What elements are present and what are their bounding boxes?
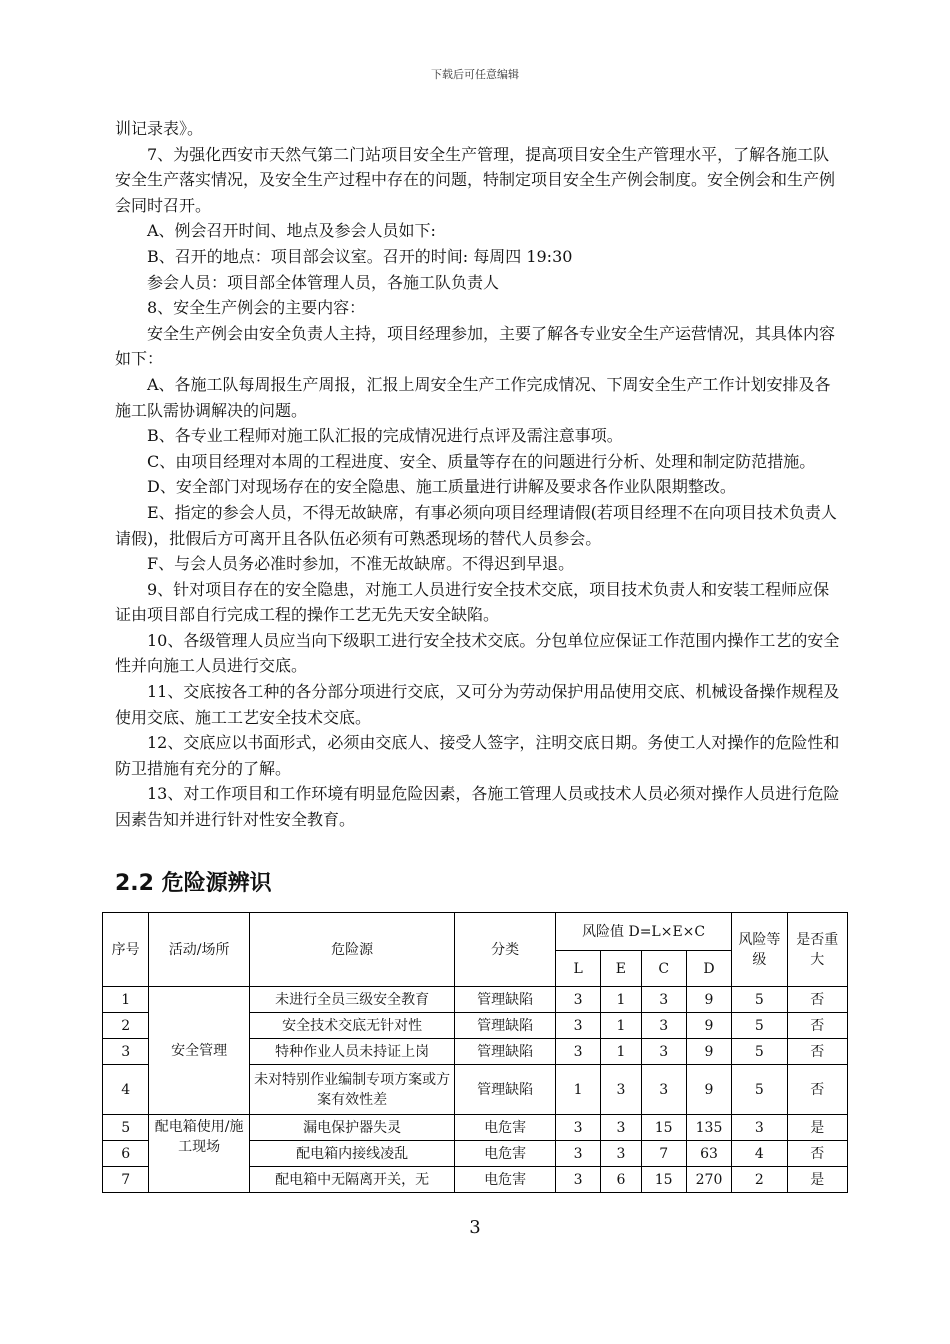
cell-d: 9 (686, 1013, 731, 1039)
paragraph: 训记录表》。 (115, 119, 204, 138)
cell-level: 5 (732, 1065, 787, 1115)
header-activity: 活动/场所 (149, 913, 250, 987)
cell-d: 63 (686, 1141, 731, 1167)
cell-major: 否 (787, 1013, 847, 1039)
cell-no: 7 (103, 1167, 149, 1193)
cell-hazard: 漏电保护器失灵 (249, 1115, 454, 1141)
table-row (103, 1115, 848, 1141)
cell-category: 管理缺陷 (455, 1065, 556, 1115)
paragraph: E、指定的参会人员，不得无故缺席，有事必须向项目经理请假(若项目经理不在向项目技术负责人请假)，批假后方可离开且各队伍必须有可熟悉现场的替代人员参会。 (115, 502, 837, 548)
cell-no: 3 (103, 1039, 149, 1065)
cell-level: 5 (732, 1039, 787, 1065)
cell-e: 3 (601, 1115, 641, 1141)
cell-major: 否 (787, 1141, 847, 1167)
paragraph: 11、交底按各工种的各分部分项进行交底，又可分为劳动保护用品使用交底、机械设备操作规程及使用交底、施工工艺安全技术交底。 (115, 682, 840, 727)
header-l: L (555, 951, 600, 987)
page-number: 3 (469, 1217, 481, 1238)
section-title: 2.2 危险源辨识 (115, 871, 272, 896)
header-e: E (601, 951, 641, 987)
cell-l: 3 (555, 1115, 600, 1141)
cell-c: 15 (641, 1167, 686, 1193)
header-d: D (686, 951, 731, 987)
cell-c: 3 (641, 987, 686, 1013)
cell-c: 3 (641, 1039, 686, 1065)
paragraph: D、安全部门对现场存在的安全隐患、施工质量进行讲解及要求各作业队限期整改。 (147, 477, 736, 497)
cell-d: 135 (686, 1115, 731, 1141)
header-category: 分类 (455, 913, 556, 987)
cell-hazard: 安全技术交底无针对性 (249, 1013, 454, 1039)
paragraph: 7、为强化西安市天然气第二门站项目安全生产管理，提高项目安全生产管理水平，了解各施工队安全生产落实情况，及安全生产过程中存在的问题，特制定项目安全生产例会制度。安全例会和生产例会同时召开。 (115, 144, 836, 215)
cell-category: 管理缺陷 (455, 987, 556, 1013)
cell-hazard: 配电箱内接线凌乱 (249, 1141, 454, 1167)
cell-activity: 安全管理 (149, 987, 250, 1115)
cell-level: 4 (732, 1141, 787, 1167)
paragraph: 10、各级管理人员应当向下级职工进行安全技术交底。分包单位应保证工作范围内操作工艺的安全性并向施工人员进行交底。 (115, 630, 840, 676)
cell-category: 电危害 (455, 1167, 556, 1193)
cell-e: 1 (601, 1039, 641, 1065)
cell-l: 3 (555, 1141, 600, 1167)
cell-category: 电危害 (455, 1141, 556, 1167)
header-c: C (641, 951, 686, 987)
cell-category: 管理缺陷 (455, 1013, 556, 1039)
page-header: 下载后可任意编辑 (431, 68, 519, 81)
cell-level: 2 (732, 1167, 787, 1193)
cell-e: 1 (601, 1013, 641, 1039)
paragraph: 参会人员：项目部全体管理人员，各施工队负责人 (147, 272, 500, 292)
paragraph: 9、针对项目存在的安全隐患，对施工人员进行安全技术交底，项目技术负责人和安装工程师应保证由项目部自行完成工程的操作工艺无先天安全缺陷。 (115, 579, 830, 625)
table-row (103, 987, 848, 1013)
cell-no: 2 (103, 1013, 149, 1039)
cell-hazard: 未进行全员三级安全教育 (249, 987, 454, 1013)
cell-l: 1 (555, 1065, 600, 1115)
paragraph: 13、对工作项目和工作环境有明显危险因素，各施工管理人员或技术人员必须对操作人员进行危险因素告知并进行针对性安全教育。 (115, 784, 840, 830)
header-level: 风险等级 (732, 913, 787, 987)
cell-no: 1 (103, 987, 149, 1013)
hazard-table (102, 912, 848, 1193)
cell-e: 1 (601, 987, 641, 1013)
cell-major: 否 (787, 1039, 847, 1065)
paragraph: B、召开的地点：项目部会议室。召开的时间: 每周四 19:30 (147, 246, 573, 266)
paragraph: A、各施工队每周报生产周报，汇报上周安全生产工作完成情况、下周安全生产工作计划安排及各施工队需协调解决的问题。 (115, 374, 831, 420)
body-text (115, 116, 845, 833)
cell-major: 否 (787, 1065, 847, 1115)
header-no: 序号 (103, 913, 149, 987)
cell-d: 9 (686, 987, 731, 1013)
header-major: 是否重大 (787, 913, 847, 987)
cell-c: 15 (641, 1115, 686, 1141)
cell-l: 3 (555, 987, 600, 1013)
paragraph: 12、交底应以书面形式，必须由交底人、接受人签字，注明交底日期。务使工人对操作的危险性和防卫措施有充分的了解。 (115, 733, 840, 778)
header-hazard: 危险源 (249, 913, 454, 987)
cell-l: 3 (555, 1013, 600, 1039)
cell-no: 4 (103, 1065, 149, 1115)
cell-c: 3 (641, 1065, 686, 1115)
cell-d: 9 (686, 1039, 731, 1065)
cell-major: 是 (787, 1115, 847, 1141)
cell-no: 6 (103, 1141, 149, 1167)
paragraph: C、由项目经理对本周的工程进度、安全、质量等存在的问题进行分析、处理和制定防范措施。 (147, 451, 816, 471)
cell-activity: 配电箱使用/施工现场 (149, 1115, 250, 1193)
cell-major: 是 (787, 1167, 847, 1193)
cell-d: 270 (686, 1167, 731, 1193)
cell-e: 3 (601, 1141, 641, 1167)
cell-l: 3 (555, 1167, 600, 1193)
cell-e: 6 (601, 1167, 641, 1193)
cell-category: 电危害 (455, 1115, 556, 1141)
cell-hazard: 配电箱中无隔离开关，无 (249, 1167, 454, 1193)
cell-d: 9 (686, 1065, 731, 1115)
cell-category: 管理缺陷 (455, 1039, 556, 1065)
cell-hazard: 特种作业人员未持证上岗 (249, 1039, 454, 1065)
paragraph: 8、安全生产例会的主要内容： (147, 298, 366, 318)
cell-c: 7 (641, 1141, 686, 1167)
paragraph: A、例会召开时间、地点及参会人员如下: (147, 221, 436, 241)
cell-level: 3 (732, 1115, 787, 1141)
cell-hazard: 未对特别作业编制专项方案或方案有效性差 (249, 1065, 454, 1115)
cell-no: 5 (103, 1115, 149, 1141)
cell-c: 3 (641, 1013, 686, 1039)
header-risk-value: 风险值 D=L×E×C (555, 913, 731, 951)
paragraph: F、与会人员务必准时参加，不准无故缺席。不得迟到早退。 (147, 554, 575, 574)
cell-major: 否 (787, 987, 847, 1013)
cell-level: 5 (732, 987, 787, 1013)
cell-level: 5 (732, 1013, 787, 1039)
paragraph: B、各专业工程师对施工队汇报的完成情况进行点评及需注意事项。 (147, 426, 623, 446)
cell-e: 3 (601, 1065, 641, 1115)
cell-l: 3 (555, 1039, 600, 1065)
paragraph: 安全生产例会由安全负责人主持，项目经理参加，主要了解各专业安全生产运营情况，其具体内容如下： (115, 323, 836, 369)
